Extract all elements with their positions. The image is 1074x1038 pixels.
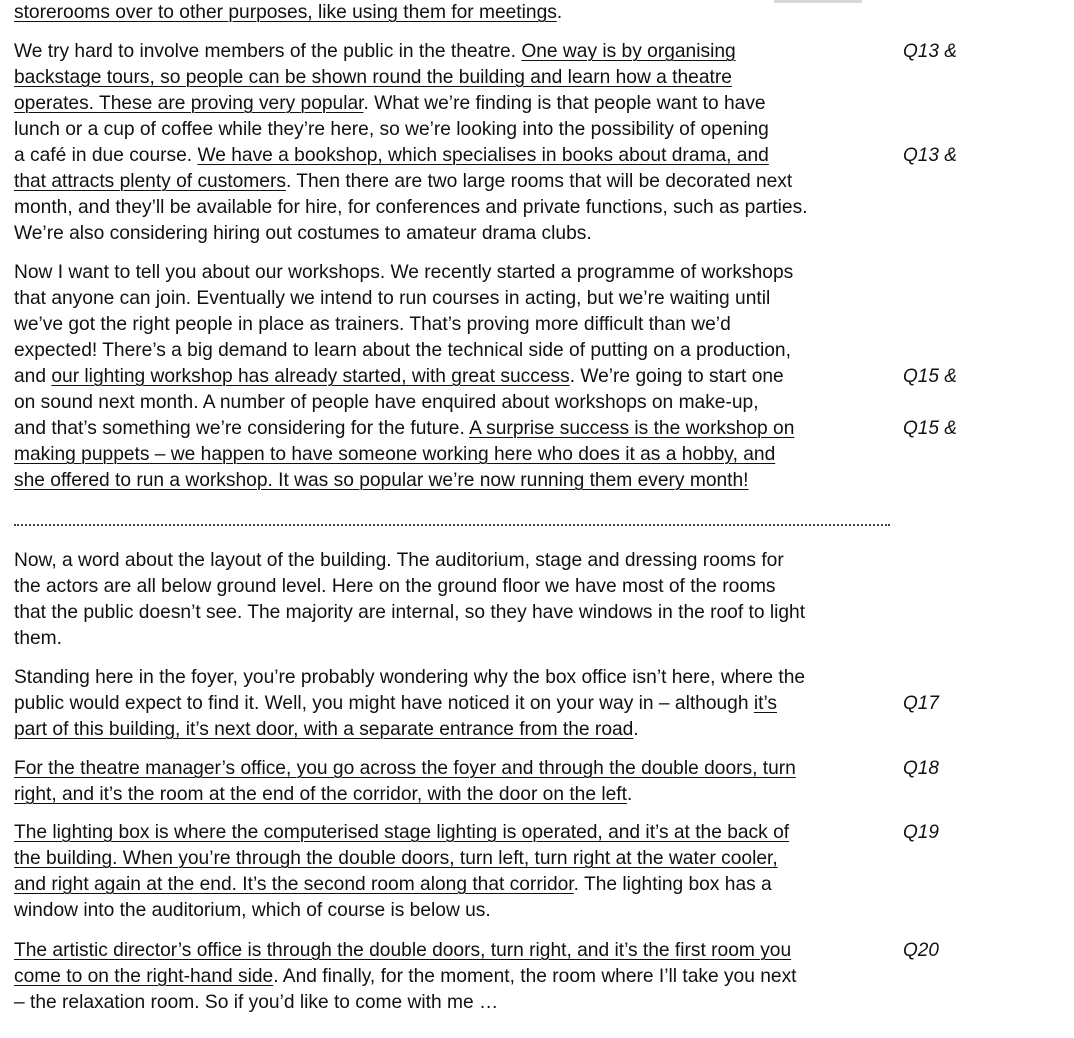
text-line <box>14 143 904 169</box>
text-segment: window into the auditorium, which of course is below us. <box>14 900 491 921</box>
underlined-text: The artistic director’s office is through the double doors, turn right, and it’s the first room you <box>14 940 792 961</box>
text-segment: that the public doesn’t see. The majority are internal, so they have windows in the roof to light <box>14 602 806 623</box>
underlined-text: she offered to run a workshop. It was so popular we’re now running them every month! <box>14 470 749 491</box>
text-line <box>14 117 904 143</box>
text-line <box>14 964 904 990</box>
underlined-text: part of this building, it’s next door, with a separate entrance from the road <box>14 719 634 740</box>
text-segment: expected! There’s a big demand to learn about the technical side of putting on a production, <box>14 340 791 361</box>
underlined-text: backstage tours, so people can be shown round the building and learn how a theatre <box>14 67 732 88</box>
text-line <box>14 782 904 808</box>
paragraph <box>14 756 904 808</box>
text-line <box>14 39 904 65</box>
underlined-text: it’s <box>753 693 777 714</box>
text-segment: We’re also considering hiring out costumes to amateur drama clubs. <box>14 223 592 244</box>
text-segment: we’ve got the right people in place as trainers. That’s proving more difficult than we’d <box>14 314 731 335</box>
text-segment: . <box>556 2 563 23</box>
underlined-text: The lighting box is where the computerised stage lighting is operated, and it’s at the back of <box>14 822 790 843</box>
question-ref: Q19 <box>903 822 939 843</box>
paragraph <box>14 820 904 924</box>
text-segment: . We’re going to start one <box>569 366 784 387</box>
text-line <box>14 390 904 416</box>
text-line <box>14 872 904 898</box>
text-line <box>14 65 904 91</box>
section-divider <box>14 524 890 526</box>
text-line <box>14 286 904 312</box>
text-line <box>14 691 904 717</box>
text-segment: that anyone can join. Eventually we intend to run courses in acting, but we’re waiting until <box>14 288 771 309</box>
question-ref: Q17 <box>903 693 939 714</box>
question-ref: Q13 & <box>903 41 957 62</box>
text-line <box>14 169 904 195</box>
text-line <box>14 820 904 846</box>
underlined-text: the building. When you’re through the double doors, turn left, turn right at the water cooler, <box>14 848 778 869</box>
transcript-page <box>14 0 1064 1038</box>
text-line <box>14 600 904 626</box>
underlined-text: right, and it’s the room at the end of the corridor, with the door on the left <box>14 784 627 805</box>
question-ref: Q15 & <box>903 366 957 387</box>
question-ref: Q15 & <box>903 418 957 439</box>
text-line <box>14 846 904 872</box>
text-line <box>14 0 904 26</box>
text-segment: and <box>14 366 52 387</box>
underlined-text: that attracts plenty of customers <box>14 171 286 192</box>
paragraph <box>14 665 904 743</box>
text-segment: . <box>626 784 633 805</box>
question-ref: Q20 <box>903 940 939 961</box>
text-line <box>14 442 904 468</box>
text-line <box>14 364 904 390</box>
text-line <box>14 990 904 1016</box>
underlined-text: For the theatre manager’s office, you go across the foyer and through the double doors, turn <box>14 758 796 779</box>
text-segment: the actors are all below ground level. Here on the ground floor we have most of the rooms <box>14 576 776 597</box>
underlined-text: making puppets – we happen to have someone working here who does it as a hobby, and <box>14 444 776 465</box>
text-line <box>14 756 904 782</box>
text-line <box>14 416 904 442</box>
text-segment: Standing here in the foyer, you’re probably wondering why the box office isn’t here, where the <box>14 667 806 688</box>
text-segment: lunch or a cup of coffee while they’re here, so we’re looking into the possibility of opening <box>14 119 769 140</box>
text-line <box>14 626 904 652</box>
text-line <box>14 260 904 286</box>
text-segment: – the relaxation room. So if you’d like to come with me … <box>14 992 499 1013</box>
paragraph <box>14 0 904 26</box>
paragraph <box>14 39 904 247</box>
text-line <box>14 468 904 494</box>
text-line <box>14 312 904 338</box>
paragraph <box>14 260 904 494</box>
text-line <box>14 548 904 574</box>
underlined-text: come to on the right-hand side <box>14 966 274 987</box>
text-line <box>14 91 904 117</box>
underlined-text: operates. These are proving very popular <box>14 93 364 114</box>
text-segment: a café in due course. <box>14 145 198 166</box>
text-segment: . Then there are two large rooms that will be decorated next <box>285 171 793 192</box>
text-segment: . What we’re finding is that people want to have <box>363 93 766 114</box>
text-segment: . The lighting box has a <box>573 874 772 895</box>
underlined-text: and right again at the end. It’s the second room along that corridor <box>14 874 574 895</box>
question-ref: Q18 <box>903 758 939 779</box>
question-ref: Q13 & <box>903 145 957 166</box>
text-segment: . <box>633 719 639 740</box>
text-segment: . And finally, for the moment, the room where I’ll take you next <box>273 966 797 987</box>
text-line <box>14 195 904 221</box>
text-segment: Now I want to tell you about our workshops. We recently started a programme of workshops <box>14 262 794 283</box>
text-segment: them. <box>14 628 62 649</box>
text-line <box>14 574 904 600</box>
text-segment: Now, a word about the layout of the building. The auditorium, stage and dressing rooms for <box>14 550 784 571</box>
text-line <box>14 221 904 247</box>
text-segment: and that’s something we’re considering for the future. <box>14 418 470 439</box>
text-segment: month, and they’ll be available for hire, for conferences and private functions, such as parties. <box>14 197 808 218</box>
underlined-text: our lighting workshop has already started, with great success <box>51 366 570 387</box>
underlined-text: A surprise success is the workshop on <box>469 418 795 439</box>
paragraph <box>14 938 904 1016</box>
text-segment: public would expect to find it. Well, you might have noticed it on your way in – although <box>14 693 754 714</box>
text-line <box>14 938 904 964</box>
text-line <box>14 338 904 364</box>
paragraph <box>14 548 904 652</box>
underlined-text: storerooms over to other purposes, like using them for meetings <box>14 2 557 23</box>
text-segment: on sound next month. A number of people have enquired about workshops on make-up, <box>14 392 759 413</box>
text-line <box>14 898 904 924</box>
text-line <box>14 665 904 691</box>
underlined-text: One way is by organising <box>521 41 736 62</box>
underlined-text: We have a bookshop, which specialises in books about drama, and <box>197 145 769 166</box>
text-line <box>14 717 904 743</box>
text-segment: We try hard to involve members of the public in the theatre. <box>14 41 522 62</box>
